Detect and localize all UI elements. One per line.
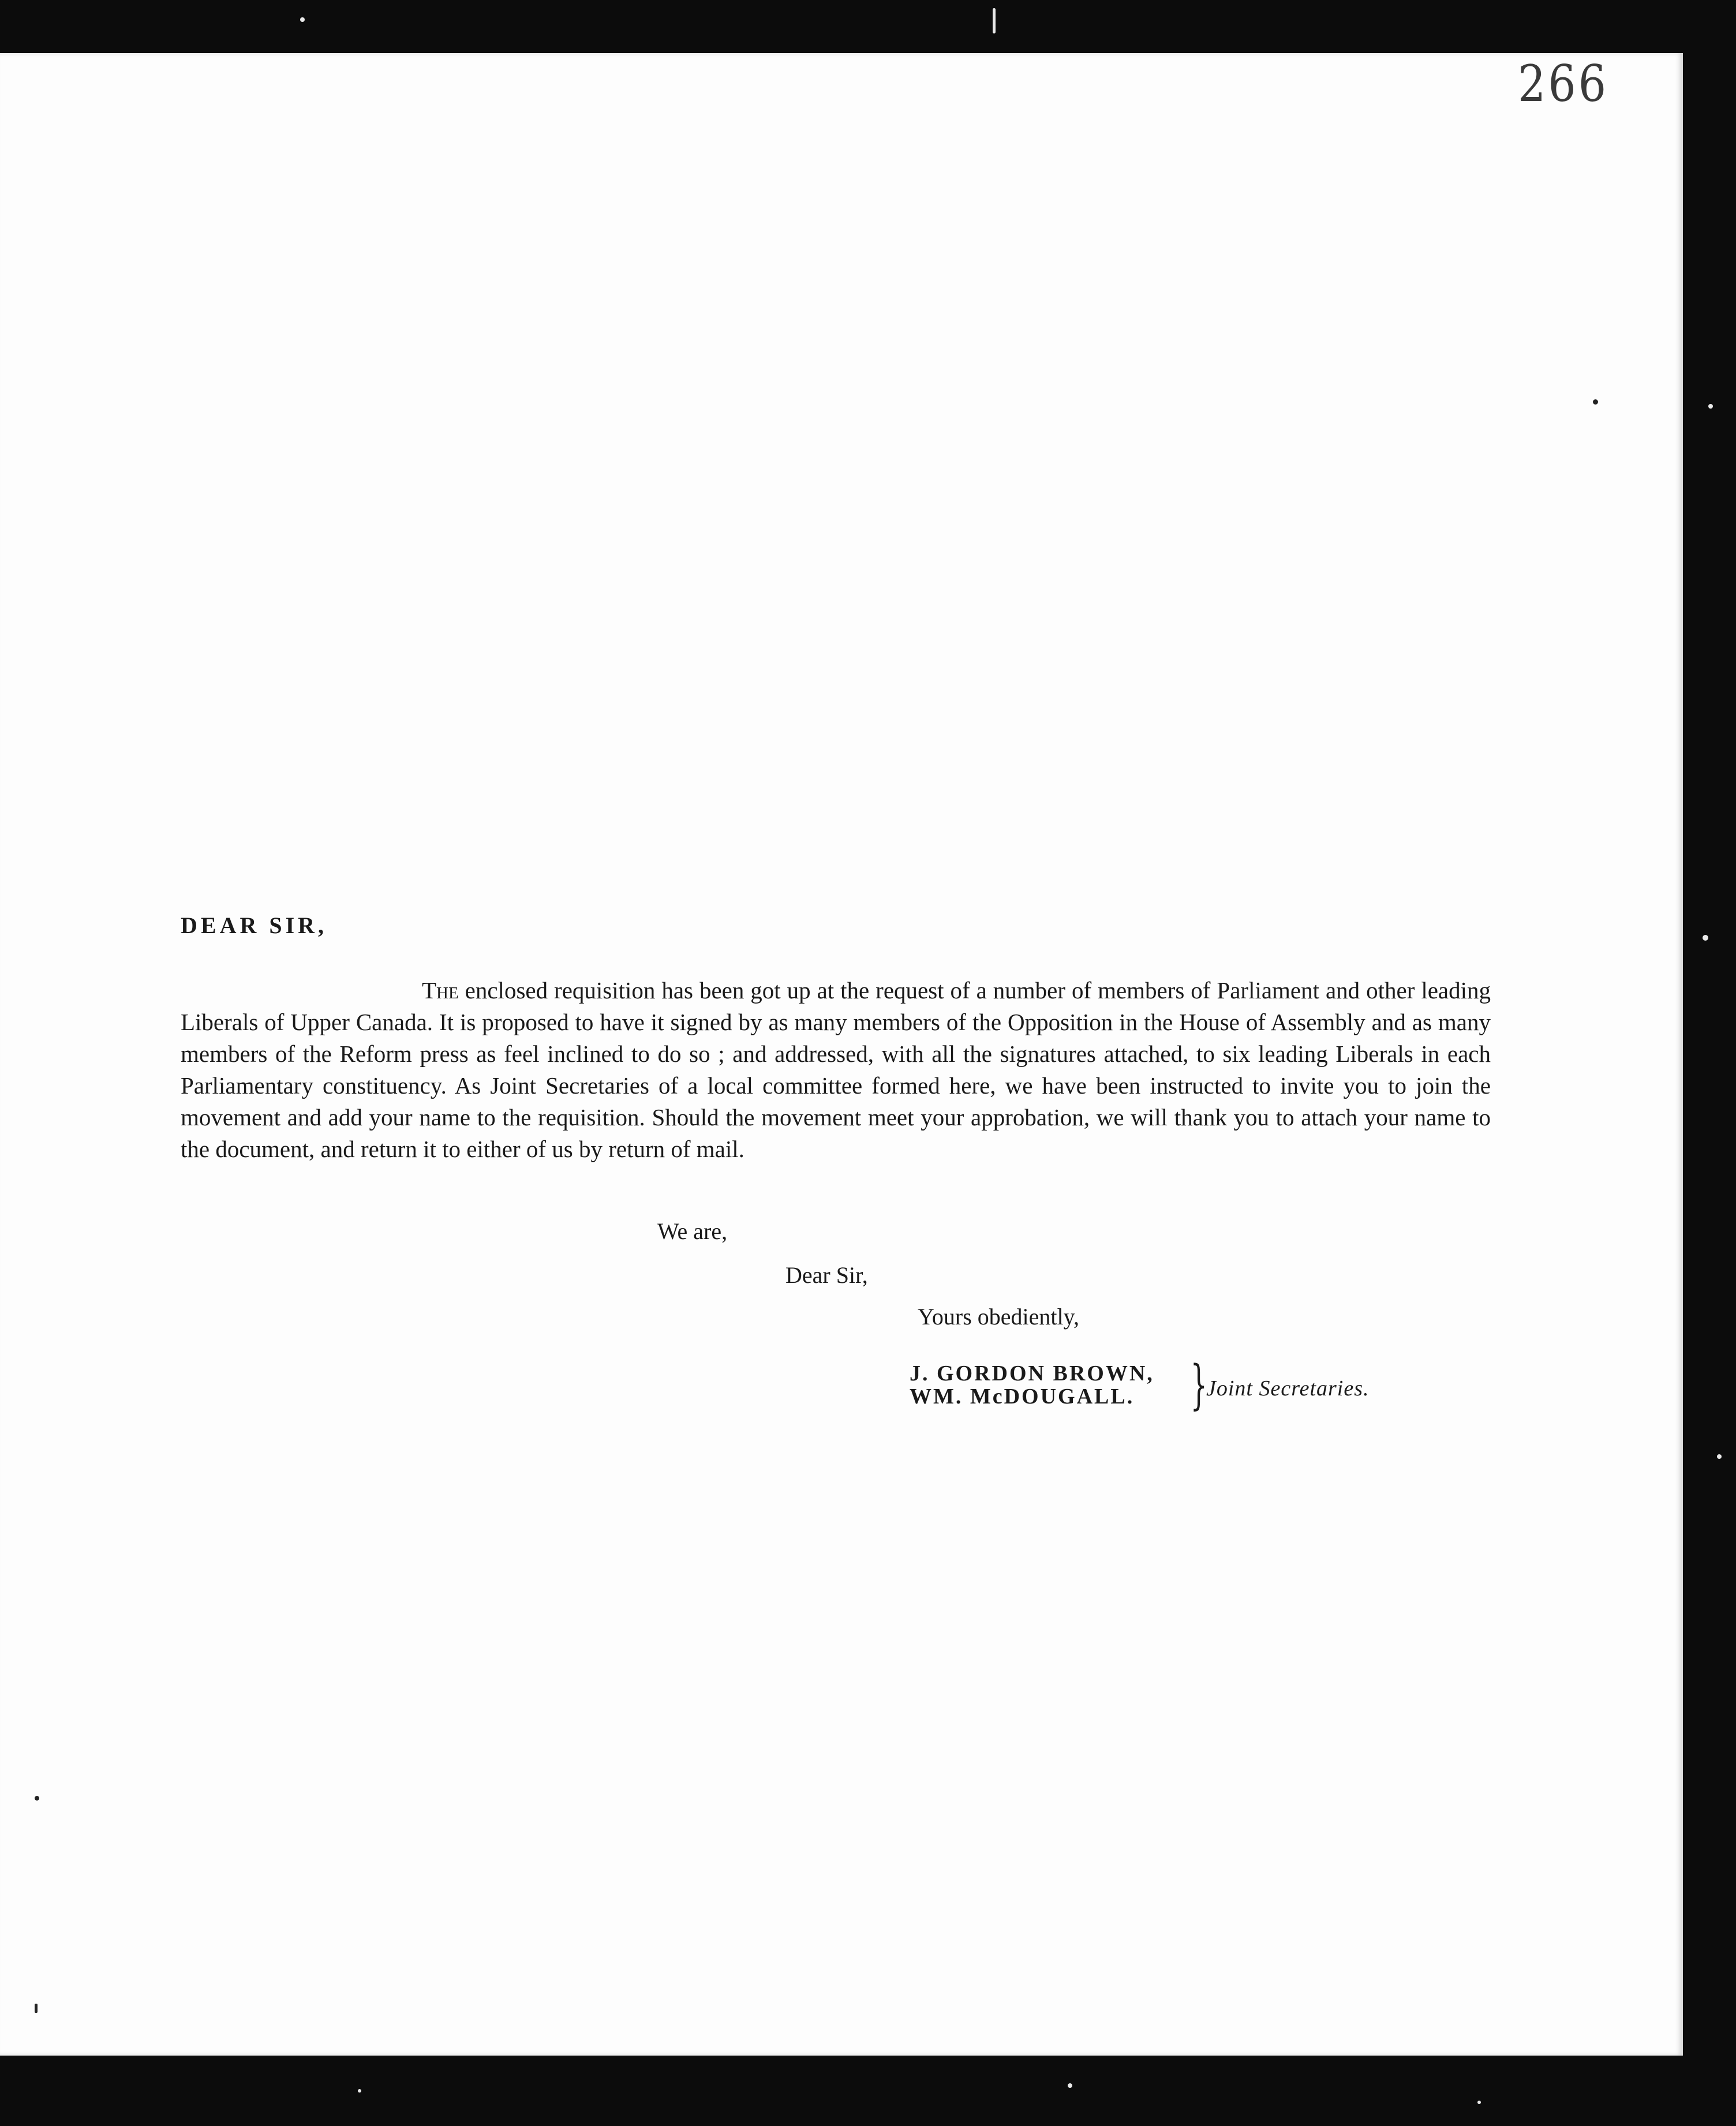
border-speck (1717, 1454, 1722, 1459)
opening-word: The (422, 977, 459, 1004)
closing-dear-sir: Dear Sir, (785, 1262, 868, 1288)
signatories-role: Joint Secretaries. (1206, 1376, 1370, 1401)
signatory-mcdougall: WM. McDOUGALL. (910, 1384, 1135, 1409)
page-number: 266 (1518, 54, 1609, 113)
brace-glyph: } (1190, 1354, 1207, 1416)
border-speck (1477, 2101, 1481, 2104)
border-speck (1068, 2083, 1072, 2088)
border-speck (300, 17, 305, 22)
border-speck (1708, 404, 1713, 409)
signature-block (910, 1362, 1154, 1408)
closing-we-are: We are, (657, 1218, 728, 1244)
border-speck (993, 8, 996, 33)
border-speck (358, 2089, 361, 2093)
closing-yours-obediently: Yours obediently, (918, 1304, 1080, 1330)
paper-speck (35, 1796, 39, 1801)
body-rest: enclosed requisition has been got up at the request of a number of members of Parliament and other leading Liberals of Upper Canada. It is proposed to have it signed by as many members of the Opposition in the House of Assembly and as many members of the Reform press as feel inclined to do so ; and addressed, with all the signatures attached, to six leading Liberals in each Parliamentary constituency. As Joint Secretaries of a local committee formed here, we have been instructed to invite you to join the movement and add your name to the requisition. Should the movement meet your approbation, we will thank you to attach your name to the document, and return it to either of us by return of mail. (181, 977, 1491, 1162)
letter (181, 912, 1491, 1165)
border-speck (1703, 935, 1708, 941)
paper-speck (1593, 399, 1598, 405)
letter-body (181, 975, 1491, 1165)
paper-speck (35, 2004, 38, 2013)
signatory-brown: J. GORDON BROWN, (910, 1361, 1154, 1386)
salutation: DEAR SIR, (181, 912, 328, 938)
